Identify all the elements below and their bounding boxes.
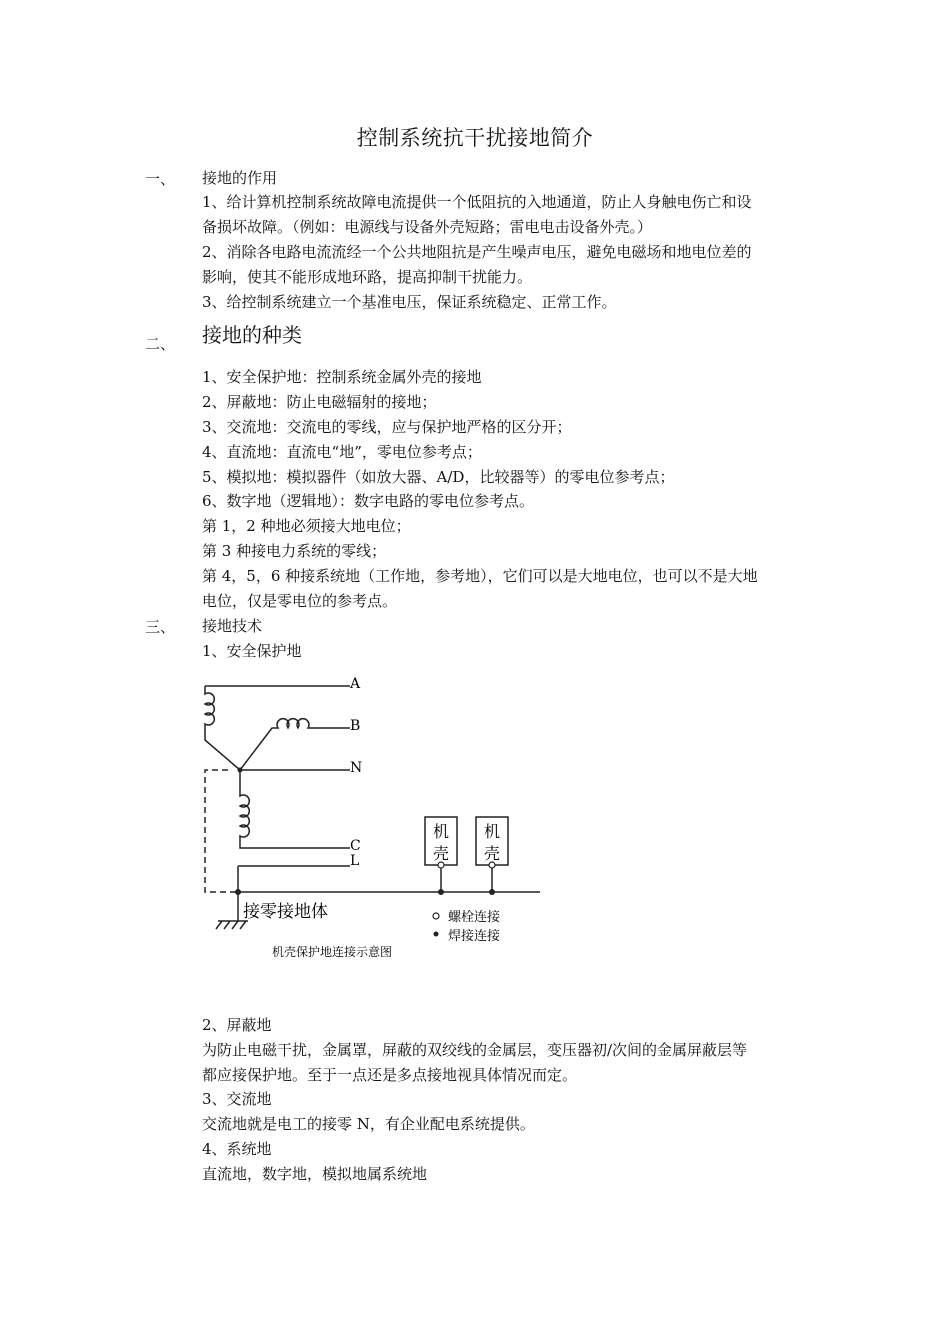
weld-marker xyxy=(438,889,444,895)
ground-label: 接零接地体 xyxy=(243,902,328,922)
section1-heading: 接地的作用 xyxy=(202,169,278,187)
paragraph-line: 备损坏故障。（例如：电源线与设备外壳短路；雷电电击设备外壳。） xyxy=(202,218,653,236)
paragraph-line: 直流地，数字地，模拟地属系统地 xyxy=(202,1165,428,1183)
paragraph-line: 第 3 种接电力系统的零线； xyxy=(202,542,387,560)
label-l: L xyxy=(350,853,360,869)
list-item: 4、直流地：直流电“地”，零电位参考点； xyxy=(202,443,482,461)
paragraph-line: 1、给计算机控制系统故障电流提供一个低阻抗的入地通道，防止人身触电伤亡和设 xyxy=(202,193,752,211)
legend-weld: 焊接连接 xyxy=(448,929,501,944)
legend-bolt-icon xyxy=(433,913,439,919)
section3-number: 三、 xyxy=(145,618,176,636)
subheading: 1、安全保护地 xyxy=(202,642,302,660)
diagram-svg xyxy=(200,666,545,966)
list-item: 6、数字地（逻辑地）：数字电路的零电位参考点。 xyxy=(202,492,535,510)
weld-marker xyxy=(235,889,241,895)
paragraph-line: 为防止电磁干扰，金属罩，屏蔽的双绞线的金属层，变压器初/次间的金属屏蔽层等 xyxy=(202,1041,748,1059)
label-a: A xyxy=(350,676,361,692)
legend-weld-icon xyxy=(434,932,439,937)
section1-number: 一、 xyxy=(145,170,176,188)
casing-label: 机 xyxy=(433,822,450,841)
grounding-diagram xyxy=(200,666,545,966)
subheading: 4、系统地 xyxy=(202,1140,272,1158)
label-b: B xyxy=(350,718,361,734)
section2-heading: 接地的种类 xyxy=(202,323,302,347)
section2-number: 二、 xyxy=(145,335,176,353)
document-title: 控制系统抗干扰接地简介 xyxy=(356,126,594,150)
weld-marker xyxy=(489,889,495,895)
coil-b xyxy=(240,719,350,770)
list-item: 5、模拟地：模拟器件（如放大器、A/D，比较器等）的零电位参考点； xyxy=(202,468,675,486)
casing-label: 壳 xyxy=(433,844,450,863)
coil-c xyxy=(240,770,350,848)
paragraph-line: 第 4，5，6 种接系统地（工作地，参考地），它们可以是大地电位，也可以不是大地 xyxy=(202,567,758,585)
paragraph-line: 2、消除各电路电流流经一个公共地阻抗是产生噪声电压，避免电磁场和地电位差的 xyxy=(202,243,752,261)
diagram-caption: 机壳保护地连接示意图 xyxy=(272,945,393,959)
paragraph-line: 第 1，2 种地必须接大地电位； xyxy=(202,517,411,535)
label-c: C xyxy=(350,838,361,854)
star-point xyxy=(238,768,243,773)
list-item: 3、交流地：交流电的零线，应与保护地严格的区分开； xyxy=(202,418,572,436)
label-n: N xyxy=(350,760,363,776)
paragraph-line: 交流地就是电工的接零 N，有企业配电系统提供。 xyxy=(202,1115,535,1133)
list-item: 1、安全保护地：控制系统金属外壳的接地 xyxy=(202,368,482,386)
paragraph-line: 都应接保护地。至于一点还是多点接地视具体情况而定。 xyxy=(202,1066,578,1084)
section3-heading: 接地技术 xyxy=(202,617,263,635)
subheading: 3、交流地 xyxy=(202,1090,272,1108)
casing-label: 机 xyxy=(484,822,501,841)
coil-a xyxy=(205,686,240,770)
list-item: 2、屏蔽地：防止电磁辐射的接地； xyxy=(202,393,437,411)
subheading: 2、屏蔽地 xyxy=(202,1016,272,1034)
paragraph-line: 影响，使其不能形成地环路，提高抑制干扰能力。 xyxy=(202,268,533,286)
casing-label: 壳 xyxy=(484,844,501,863)
dashed-earth-line xyxy=(205,770,238,892)
paragraph-line: 3、给控制系统建立一个基准电压，保证系统稳定、正常工作。 xyxy=(202,293,617,311)
paragraph-line: 电位，仅是零电位的参考点。 xyxy=(202,592,398,610)
legend-bolt: 螺栓连接 xyxy=(448,910,501,925)
